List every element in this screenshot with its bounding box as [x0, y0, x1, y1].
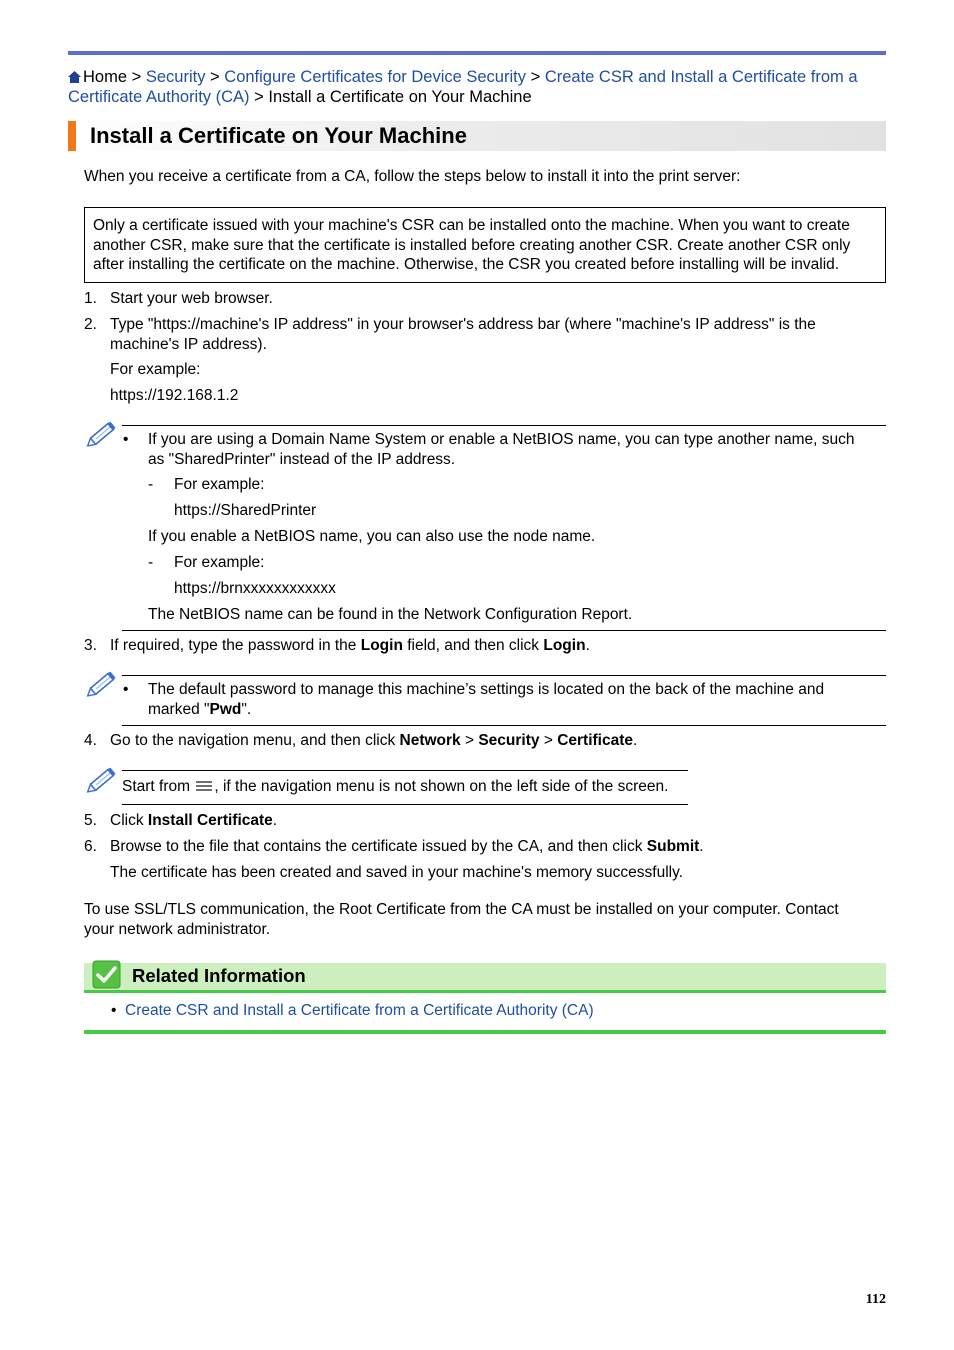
step-text [110, 636, 880, 656]
note-bottom-rule [122, 804, 688, 805]
pencil-icon [86, 764, 120, 794]
note-bullet: • [123, 431, 129, 448]
step-text-part: Go to the navigation menu, and then click [110, 732, 400, 749]
step-text: Start your web browser. [110, 290, 273, 307]
pencil-icon [86, 668, 120, 698]
breadcrumb-separator: > [131, 68, 142, 86]
related-bottom-rule [84, 1030, 886, 1034]
note-text-part: , if the navigation menu is not shown on the left side of the screen. [214, 778, 669, 795]
step-text-part: > [460, 732, 479, 749]
menu-network: Network [399, 732, 461, 749]
checkmark-icon [92, 960, 121, 989]
breadcrumb-separator: > [210, 68, 220, 86]
breadcrumb-link-create-csr[interactable]: Create CSR and Install a Certificate from a [544, 68, 858, 86]
note-text-part: ". [241, 700, 252, 718]
title-accent [68, 121, 76, 151]
step-number: 1. [84, 290, 97, 307]
step-text [110, 837, 880, 857]
notice-line: Only a certificate issued with your machine's CSR can be installed onto the machine. When you want to create [93, 217, 850, 234]
note-dash: - [148, 554, 154, 571]
example-url: https://brnxxxxxxxxxxxx [174, 580, 336, 597]
related-bullet: • [111, 1002, 117, 1019]
note-text [148, 680, 883, 719]
note-text: If you enable a NetBIOS name, you can also use the node name. [148, 528, 596, 545]
breadcrumb-separator: > [254, 88, 264, 106]
step-text-line: Type "https://machine's IP address" in your browser's address bar (where "machine's IP address" is the [110, 316, 816, 333]
password-label: Pwd [209, 700, 242, 718]
note-text-part: marked " [148, 700, 210, 718]
step-text-part: . [633, 732, 638, 749]
breadcrumb-link-configure-certificates[interactable]: Configure Certificates for Device Security [224, 68, 526, 86]
note-top-rule [122, 770, 688, 771]
note-text [148, 430, 883, 469]
step-result: The certificate has been created and saved in your machine's memory successfully. [110, 864, 684, 881]
step-text-part: . [699, 838, 704, 855]
step-text-part: Browse to the file that contains the certificate issued by the CA, and then click [110, 838, 647, 855]
step-number: 4. [84, 732, 97, 749]
step-number: 2. [84, 316, 97, 333]
example-label: For example: [110, 361, 201, 378]
step-number: 6. [84, 838, 97, 855]
breadcrumb [68, 67, 886, 107]
related-link-create-csr[interactable]: Create CSR and Install a Certificate from a Certificate Authority (CA) [125, 1002, 594, 1019]
menu-security: Security [478, 732, 540, 749]
note-text: The NetBIOS name can be found in the Network Configuration Report. [148, 606, 633, 623]
step-text-part: field, and then click [402, 637, 544, 654]
menu-certificate: Certificate [557, 732, 633, 749]
notice-box [84, 207, 886, 283]
submit-label: Submit [646, 838, 700, 855]
install-certificate-label: Install Certificate [147, 812, 273, 829]
closing-text [84, 900, 884, 939]
note-text-line: If you are using a Domain Name System or enable a NetBIOS name, you can type another name, such [148, 431, 855, 448]
page-number: 112 [865, 1292, 886, 1307]
closing-line: To use SSL/TLS communication, the Root Certificate from the CA must be installed on your computer. Contact [84, 901, 839, 918]
notice-line: another CSR, make sure that the certificate is installed before creating another CSR. Create another CSR only [93, 236, 851, 254]
step-text-part: . [585, 637, 590, 654]
step-text-part: > [539, 732, 558, 749]
page-title: Install a Certificate on Your Machine [90, 123, 467, 148]
note-bullet: • [123, 681, 129, 698]
note-top-rule [122, 425, 886, 426]
note-text-line [148, 700, 883, 720]
login-field-label: Login [360, 637, 403, 654]
breadcrumb-separator: > [530, 68, 541, 86]
step-text-line: machine's IP address). [110, 335, 267, 353]
example-url: https://SharedPrinter [174, 502, 317, 519]
step-text-part: Click [110, 812, 148, 829]
step-number: 5. [84, 812, 97, 829]
note-text [122, 777, 702, 797]
step-text [110, 315, 880, 354]
example-url: https://192.168.1.2 [110, 387, 239, 404]
breadcrumb-home: Home [83, 68, 128, 86]
note-bottom-rule [122, 630, 886, 631]
note-bottom-rule [122, 725, 886, 726]
note-text-line: as "SharedPrinter" instead of the IP address. [148, 450, 456, 468]
related-info-header [84, 963, 886, 993]
top-rule [68, 51, 886, 55]
step-text-part: If required, type the password in the [110, 637, 361, 654]
example-label: For example: [174, 476, 265, 493]
home-icon [68, 71, 81, 83]
note-dash: - [148, 476, 154, 493]
step-number: 3. [84, 637, 97, 654]
login-button-label: Login [543, 637, 586, 654]
notice-line: after installing the certificate on the machine. Otherwise, the CSR you created before installing will be invalid. [93, 256, 840, 273]
menu-icon [195, 780, 213, 792]
step-text-part: . [272, 812, 278, 829]
note-top-rule [122, 675, 886, 676]
note-text-part: Start from [122, 778, 195, 795]
step-text [110, 811, 880, 831]
example-label: For example: [174, 554, 265, 571]
pencil-icon [86, 418, 120, 448]
intro-text: When you receive a certificate from a CA, follow the steps below to install it into the print server: [84, 168, 741, 185]
closing-line: your network administrator. [84, 920, 271, 938]
related-info-title: Related Information [132, 965, 306, 986]
breadcrumb-current: Install a Certificate on Your Machine [268, 88, 532, 106]
page-title-bar [68, 121, 886, 151]
breadcrumb-link-security[interactable]: Security [145, 68, 206, 86]
note-text-line: The default password to manage this machine’s settings is located on the back of the machine and [148, 681, 825, 698]
breadcrumb-link-create-csr-cont[interactable]: Certificate Authority (CA) [68, 88, 250, 106]
step-text [110, 731, 880, 751]
